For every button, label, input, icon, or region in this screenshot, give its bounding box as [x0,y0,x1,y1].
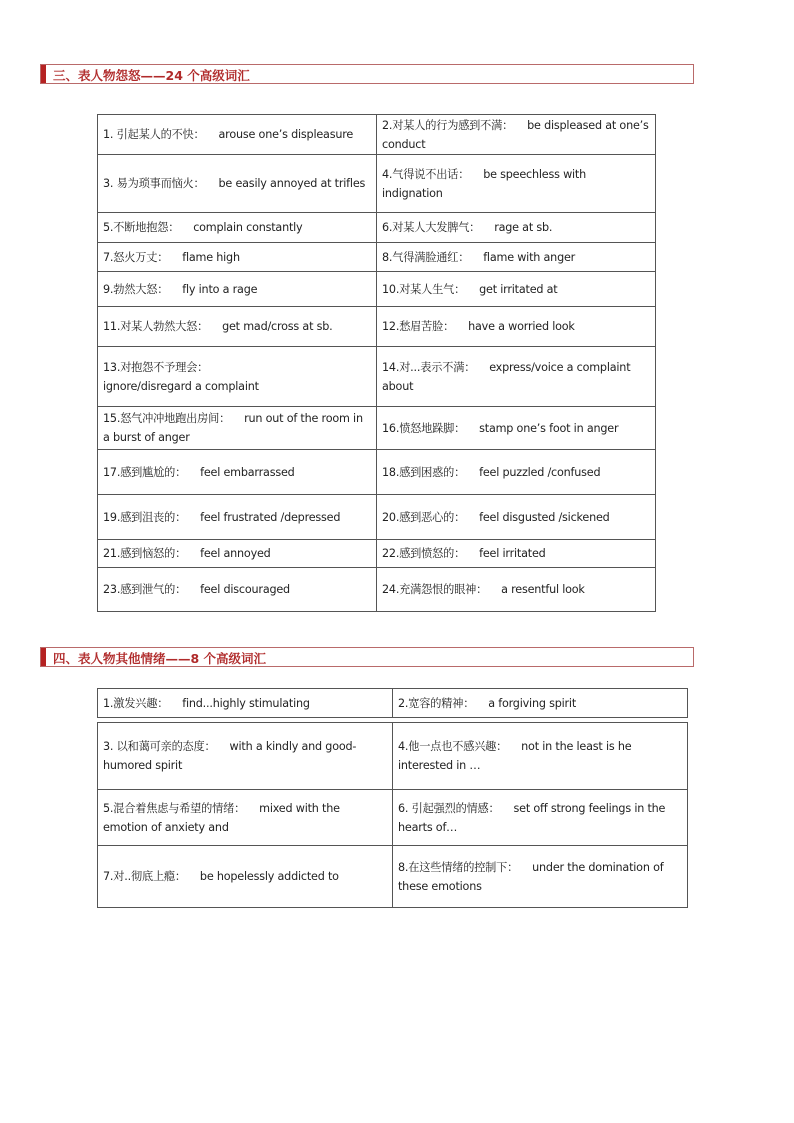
term-english: stamp one’s foot in anger [479,421,619,435]
term-chinese: 1. 引起某人的不快： [103,128,205,141]
vocab-cell [393,790,688,846]
vocab-table-anger [97,114,656,612]
term-english: feel frustrated /depressed [200,510,341,524]
vocab-cell [98,568,377,612]
term-english: a resentful look [501,583,585,596]
term-chinese: 2.宽容的精神： [398,696,475,710]
term-english: mixed with the emotion of anxiety and [103,801,340,834]
term-chinese: 2.对某人的行为感到不满： [382,118,514,132]
section-header-3 [40,64,694,84]
term-chinese: 11.对某人勃然大怒： [103,320,209,333]
vocab-cell [377,115,656,155]
term-chinese: 23.感到泄气的： [103,583,187,596]
term-english: get mad/cross at sb. [222,320,333,333]
term-chinese: 19.感到沮丧的： [103,510,187,524]
vocab-cell [98,407,377,450]
term-chinese: 6.对某人大发脾气： [382,221,481,234]
vocab-cell [98,307,377,347]
vocab-cell [98,115,377,155]
term-english: with a kindly and good-humored spirit [103,740,357,772]
vocab-cell [377,243,656,272]
term-english: find...highly stimulating [182,696,310,710]
vocab-cell [377,347,656,407]
term-chinese: 8.气得满脸通红： [382,250,470,264]
term-english: arouse one’s displeasure [218,128,354,141]
term-english: flame with anger [483,250,576,264]
term-english: feel annoyed [200,547,271,560]
term-chinese: 6. 引起强烈的情感： [398,801,500,815]
term-english: feel disgusted /sickened [479,510,610,524]
term-english: feel discouraged [200,583,290,596]
term-english: feel puzzled /confused [479,465,601,479]
term-english: complain constantly [193,221,303,234]
term-chinese: 5.混合着焦虑与希望的情绪： [103,801,246,815]
vocab-cell [98,272,377,307]
vocab-cell [98,540,377,568]
term-english: feel embarrassed [200,465,295,479]
vocab-cell [377,495,656,540]
term-english: be hopelessly addicted to [199,870,339,883]
term-chinese: 22.感到愤怒的： [382,547,466,560]
term-chinese: 16.愤怒地跺脚： [382,421,466,435]
section-title: 四、表人物其他情绪——8 个高级词汇 [53,651,267,666]
vocab-cell [377,450,656,495]
vocab-cell [98,723,393,790]
term-chinese: 5.不断地抱怨： [103,221,180,234]
term-chinese: 10.对某人生气： [382,282,466,296]
term-english: under the domination of these emotions [398,860,664,893]
vocab-cell [393,689,688,718]
term-english: have a worried look [468,320,575,333]
term-english: a forgiving spirit [488,696,577,710]
term-chinese: 7.对..彻底上瘾： [103,870,186,883]
vocab-cell [98,347,377,407]
vocab-cell [377,307,656,347]
term-chinese: 8.在这些情绪的控制下： [398,860,519,874]
term-chinese: 3. 以和蔼可亲的态度： [103,740,216,753]
term-chinese: 1.激发兴趣： [103,696,169,710]
vocab-cell [377,213,656,243]
vocab-table-emotions [97,722,688,908]
vocab-cell [377,540,656,568]
vocab-cell [377,568,656,612]
term-english: run out of the room in a burst of anger [103,412,363,444]
vocab-cell [98,790,393,846]
vocab-cell [98,495,377,540]
term-chinese: 4.气得说不出话： [382,167,470,181]
term-english: be displeased at one’s conduct [382,118,649,151]
term-chinese: 12.愁眉苦脸： [382,320,455,333]
term-english: be easily annoyed at trifles [218,177,366,190]
section-accent-bar [41,648,46,666]
vocab-table-emotions-top [97,688,688,718]
term-chinese: 17.感到尴尬的： [103,465,187,479]
term-chinese: 20.感到恶心的： [382,510,466,524]
term-chinese: 21.感到恼怒的： [103,547,187,560]
term-chinese: 13.对抱怨不予理会： [103,360,209,374]
term-english: be speechless with indignation [382,167,587,200]
vocab-cell [98,689,393,718]
section-header-4 [40,647,694,667]
section-accent-bar [41,65,46,83]
term-chinese: 24.充满怨恨的眼神： [382,583,488,596]
term-chinese: 15.怒气冲冲地跑出房间： [103,412,231,425]
vocab-cell [393,846,688,908]
term-english: set off strong feelings in the hearts of… [398,801,666,834]
term-chinese: 7.怒火万丈： [103,250,169,264]
term-english: fly into a rage [182,282,258,296]
term-chinese: 3. 易为琐事而恼火： [103,177,205,190]
term-chinese: 9.勃然大怒： [103,282,169,296]
term-english: feel irritated [479,547,546,560]
vocab-cell [98,846,393,908]
term-english: not in the least is he interested in … [398,740,632,772]
term-english: express/voice a complaint about [382,360,631,393]
term-chinese: 4.他一点也不感兴趣： [398,740,508,753]
term-chinese: 18.感到困惑的： [382,465,466,479]
term-english: rage at sb. [494,221,553,234]
term-chinese: 14.对...表示不满： [382,360,476,374]
term-english: flame high [182,250,240,264]
section-title: 三、表人物怨怒——24 个高级词汇 [53,68,250,83]
vocab-cell [98,450,377,495]
term-english: ignore/disregard a complaint [103,379,259,393]
vocab-cell [98,243,377,272]
vocab-cell [377,272,656,307]
vocab-cell [377,155,656,213]
vocab-cell [98,155,377,213]
vocab-cell [377,407,656,450]
term-english: get irritated at [479,282,558,296]
vocab-cell [98,213,377,243]
vocab-cell [393,723,688,790]
